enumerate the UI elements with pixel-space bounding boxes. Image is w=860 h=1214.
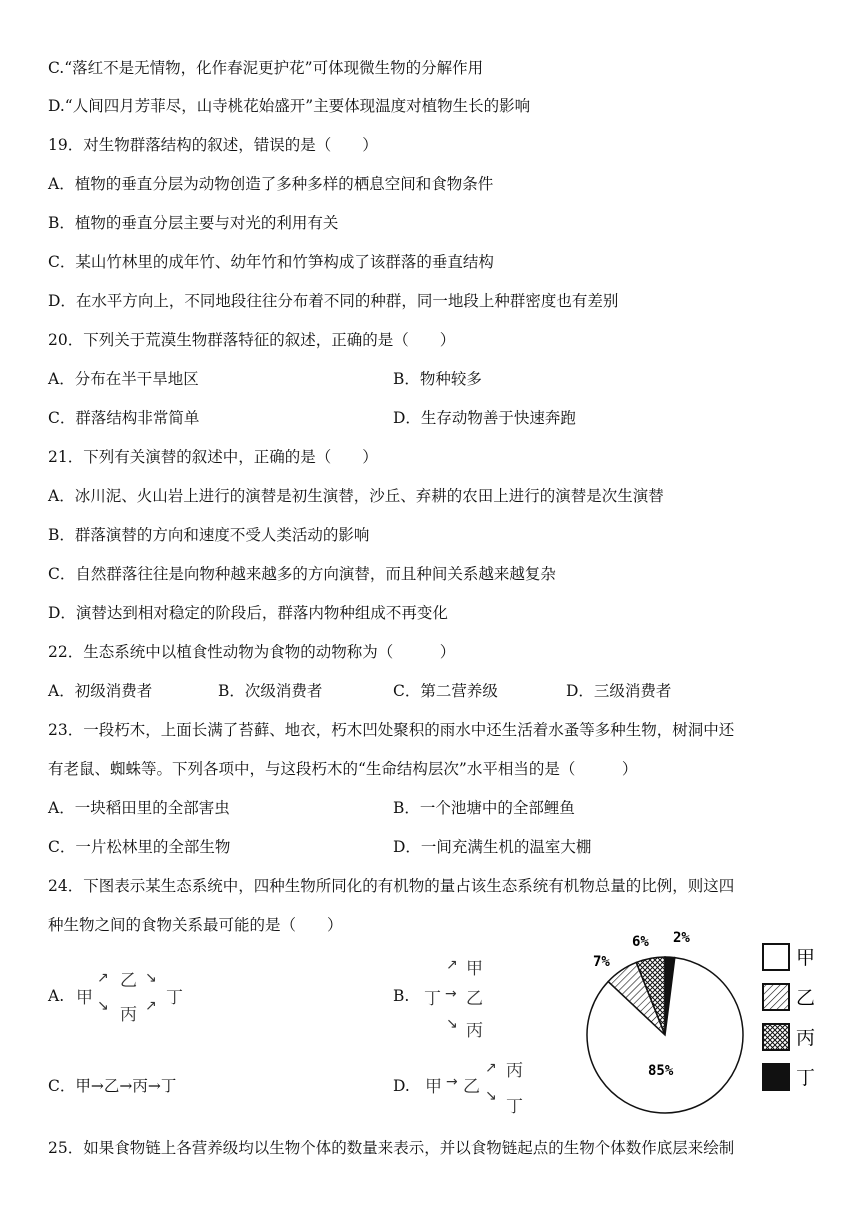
node-yi: 乙 [466, 989, 483, 1009]
q20-option-a: A．分布在半干旱地区 [48, 370, 199, 388]
q21-option-a: A．冰川泥、火山岩上进行的演替是初生演替，沙丘、弃耕的农田上进行的演替是次生演替 [48, 487, 664, 505]
q24-option-c: C．甲→乙→丙→丁 [48, 1077, 177, 1095]
arrow-se: ↘ [145, 970, 157, 986]
q20-option-d: D．生存动物善于快速奔跑 [393, 409, 576, 427]
node-yi: 乙 [120, 971, 137, 991]
q19-option-b: B．植物的垂直分层主要与对光的利用有关 [48, 214, 339, 232]
node-ding: 丁 [506, 1097, 523, 1117]
question-24-line1: 24．下图表示某生态系统中，四种生物所同化的有机物的量占该生态系统有机物总量的比例，则这四 [48, 877, 735, 895]
q19-option-c: C．某山竹林里的成年竹、幼年竹和竹笋构成了该群落的垂直结构 [48, 253, 494, 271]
question-23-line2: 有老鼠、蜘蛛等。下列各项中，与这段朽木的“生命结构层次”水平相当的是（ ） [48, 760, 638, 778]
legend-swatch-bing [763, 1024, 789, 1050]
question-23-line1: 23．一段朽木，上面长满了苔藓、地衣，朽木凹处聚积的雨水中还生活着水蚤等多种生物，树洞中还 [48, 721, 735, 739]
node-jia: 甲 [425, 1077, 442, 1097]
question-19: 19．对生物群落结构的叙述，错误的是（ ） [48, 136, 378, 154]
node-yi: 乙 [463, 1077, 480, 1097]
q22-option-b: B．次级消费者 [218, 682, 323, 700]
q22-option-d: D．三级消费者 [566, 682, 672, 700]
option-d-line: D.“人间四月芳菲尽，山寺桃花始盛开”主要体现温度对植物生长的影响 [48, 97, 531, 115]
option-c-line: C.“落红不是无情物，化作春泥更护花”可体现微生物的分解作用 [48, 59, 484, 77]
legend-swatch-yi [763, 984, 789, 1010]
q23-option-c: C．一片松林里的全部生物 [48, 838, 231, 856]
node-ding: 丁 [424, 989, 441, 1009]
arrow-se: ↘ [446, 1016, 458, 1032]
arrow-ne: ↗ [446, 957, 458, 973]
pie-label-乙: 7% [593, 954, 610, 970]
legend-swatch-jia [763, 944, 789, 970]
q24-option-d-label: D. [393, 1077, 410, 1095]
q21-option-c: C．自然群落往往是向物种越来越多的方向演替，而且种间关系越来越复杂 [48, 565, 556, 583]
arrow-ne: ↗ [485, 1060, 497, 1076]
pie-label-丁: 2% [673, 930, 690, 946]
q20-option-b: B．物种较多 [393, 370, 482, 388]
q19-option-a: A．植物的垂直分层为动物创造了多种多样的栖息空间和食物条件 [48, 175, 494, 193]
q19-option-d: D．在水平方向上，不同地段往往分布着不同的种群，同一地段上种群密度也有差别 [48, 292, 619, 310]
node-bing: 丙 [506, 1061, 523, 1081]
question-24-line2: 种生物之间的食物关系最可能的是（ ） [48, 916, 343, 934]
q21-option-b: B．群落演替的方向和速度不受人类活动的影响 [48, 526, 370, 544]
legend-swatch-ding [763, 1064, 789, 1090]
legend-label-bing: 丙 [796, 1027, 816, 1049]
q22-option-a: A．初级消费者 [48, 682, 153, 700]
q22-option-c: C．第二营养级 [393, 682, 498, 700]
pie-label-丙: 6% [632, 934, 649, 950]
node-jia: 甲 [466, 959, 483, 979]
q23-option-a: A．一块稻田里的全部害虫 [48, 799, 230, 817]
legend-label-ding: 丁 [796, 1067, 816, 1089]
node-ding: 丁 [166, 988, 183, 1008]
pie-chart [580, 930, 850, 1130]
node-bing: 丙 [466, 1021, 483, 1041]
arrow-e: → [445, 986, 457, 1002]
q21-option-d: D．演替达到相对稳定的阶段后，群落内物种组成不再变化 [48, 604, 448, 622]
arrow-e: → [446, 1074, 458, 1090]
arrow-ne: ↗ [145, 998, 157, 1014]
node-jia: 甲 [76, 988, 93, 1008]
arrow-ne: ↗ [97, 970, 109, 986]
question-22: 22．生态系统中以植食性动物为食物的动物称为（ ） [48, 643, 456, 661]
node-bing: 丙 [120, 1005, 137, 1025]
q24-option-b-label: B. [393, 987, 410, 1005]
question-21: 21．下列有关演替的叙述中，正确的是（ ） [48, 448, 378, 466]
legend-label-jia: 甲 [796, 947, 816, 969]
question-25: 25．如果食物链上各营养级均以生物个体的数量来表示，并以食物链起点的生物个体数作底层来绘制 [48, 1139, 735, 1157]
pie-label-甲: 85% [648, 1063, 674, 1079]
q20-option-c: C．群落结构非常简单 [48, 409, 200, 427]
q23-option-b: B．一个池塘中的全部鲤鱼 [393, 799, 575, 817]
legend-label-yi: 乙 [796, 987, 816, 1009]
question-20: 20．下列关于荒漠生物群落特征的叙述，正确的是（ ） [48, 331, 456, 349]
q23-option-d: D．一间充满生机的温室大棚 [393, 838, 592, 856]
arrow-se: ↘ [97, 998, 109, 1014]
arrow-se: ↘ [485, 1088, 497, 1104]
q24-option-a-label: A. [48, 987, 65, 1005]
